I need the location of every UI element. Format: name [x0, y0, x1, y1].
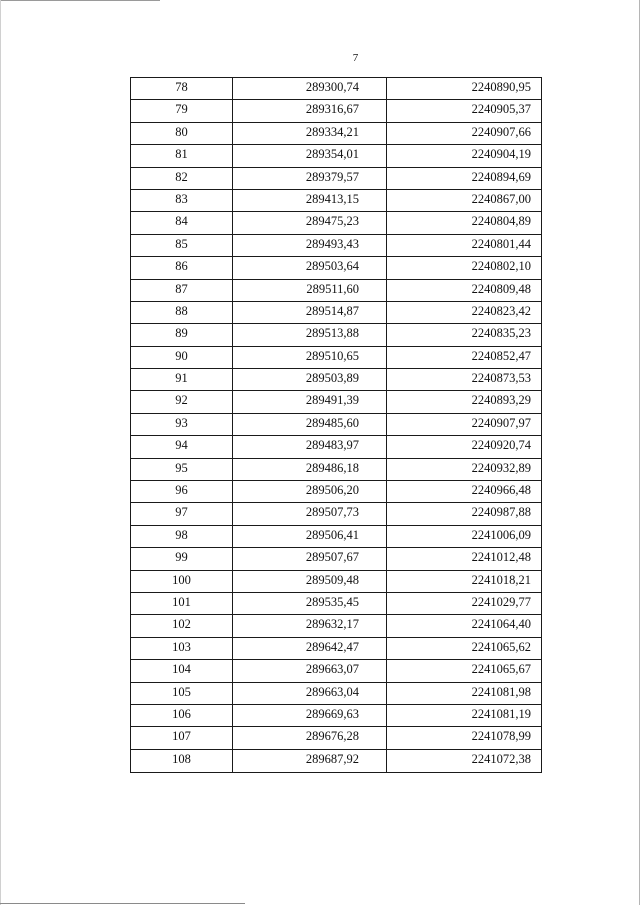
table-row: [131, 660, 542, 682]
x-coordinate-cell: 289475,23: [233, 212, 387, 234]
y-coordinate-cell: 2241029,77: [387, 592, 542, 614]
point-number-cell: 102: [131, 615, 233, 637]
x-coordinate-cell: 289669,63: [233, 704, 387, 726]
y-coordinate-cell: 2240867,00: [387, 189, 542, 211]
point-number-cell: 87: [131, 279, 233, 301]
x-coordinate-cell: 289503,64: [233, 257, 387, 279]
table-row: [131, 234, 542, 256]
x-coordinate-cell: 289493,43: [233, 234, 387, 256]
y-coordinate-cell: 2240932,89: [387, 458, 542, 480]
point-number-cell: 98: [131, 525, 233, 547]
table-row: [131, 570, 542, 592]
point-number-cell: 91: [131, 369, 233, 391]
y-coordinate-cell: 2241078,99: [387, 727, 542, 749]
x-coordinate-cell: 289663,07: [233, 660, 387, 682]
y-coordinate-cell: 2241018,21: [387, 570, 542, 592]
x-coordinate-cell: 289509,48: [233, 570, 387, 592]
x-coordinate-cell: 289485,60: [233, 413, 387, 435]
point-number-cell: 81: [131, 145, 233, 167]
y-coordinate-cell: 2241065,67: [387, 660, 542, 682]
page-number: 7: [352, 52, 359, 64]
x-coordinate-cell: 289486,18: [233, 458, 387, 480]
point-number-cell: 89: [131, 324, 233, 346]
x-coordinate-cell: 289483,97: [233, 436, 387, 458]
x-coordinate-cell: 289514,87: [233, 301, 387, 323]
y-coordinate-cell: 2240802,10: [387, 257, 542, 279]
y-coordinate-cell: 2240907,66: [387, 122, 542, 144]
point-number-cell: 79: [131, 100, 233, 122]
y-coordinate-cell: 2240852,47: [387, 346, 542, 368]
point-number-cell: 104: [131, 660, 233, 682]
point-number-cell: 85: [131, 234, 233, 256]
x-coordinate-cell: 289513,88: [233, 324, 387, 346]
table-row: [131, 436, 542, 458]
table-row: [131, 682, 542, 704]
table-row: [131, 391, 542, 413]
table-row: [131, 78, 542, 100]
point-number-cell: 95: [131, 458, 233, 480]
x-coordinate-cell: 289354,01: [233, 145, 387, 167]
y-coordinate-cell: 2241065,62: [387, 637, 542, 659]
coordinates-table-body: [131, 78, 542, 773]
x-coordinate-cell: 289642,47: [233, 637, 387, 659]
table-row: [131, 257, 542, 279]
point-number-cell: 106: [131, 704, 233, 726]
point-number-cell: 97: [131, 503, 233, 525]
x-coordinate-cell: 289510,65: [233, 346, 387, 368]
table-row: [131, 458, 542, 480]
x-coordinate-cell: 289676,28: [233, 727, 387, 749]
x-coordinate-cell: 289379,57: [233, 167, 387, 189]
y-coordinate-cell: 2240966,48: [387, 481, 542, 503]
point-number-cell: 103: [131, 637, 233, 659]
point-number-cell: 96: [131, 481, 233, 503]
table-row: [131, 167, 542, 189]
point-number-cell: 83: [131, 189, 233, 211]
table-row: [131, 301, 542, 323]
point-number-cell: 84: [131, 212, 233, 234]
table-row: [131, 481, 542, 503]
table-row: [131, 525, 542, 547]
table-row: [131, 100, 542, 122]
y-coordinate-cell: 2240907,97: [387, 413, 542, 435]
table-row: [131, 615, 542, 637]
y-coordinate-cell: 2241012,48: [387, 548, 542, 570]
y-coordinate-cell: 2241081,19: [387, 704, 542, 726]
table-row: [131, 637, 542, 659]
y-coordinate-cell: 2241081,98: [387, 682, 542, 704]
x-coordinate-cell: 289663,04: [233, 682, 387, 704]
y-coordinate-cell: 2240835,23: [387, 324, 542, 346]
x-coordinate-cell: 289334,21: [233, 122, 387, 144]
point-number-cell: 88: [131, 301, 233, 323]
point-number-cell: 78: [131, 78, 233, 100]
x-coordinate-cell: 289413,15: [233, 189, 387, 211]
y-coordinate-cell: 2240804,89: [387, 212, 542, 234]
table-row: [131, 346, 542, 368]
table-row: [131, 503, 542, 525]
table-row: [131, 279, 542, 301]
x-coordinate-cell: 289300,74: [233, 78, 387, 100]
point-number-cell: 82: [131, 167, 233, 189]
y-coordinate-cell: 2240873,53: [387, 369, 542, 391]
table-row: [131, 324, 542, 346]
point-number-cell: 100: [131, 570, 233, 592]
point-number-cell: 80: [131, 122, 233, 144]
y-coordinate-cell: 2240894,69: [387, 167, 542, 189]
table-row: [131, 122, 542, 144]
x-coordinate-cell: 289316,67: [233, 100, 387, 122]
x-coordinate-cell: 289687,92: [233, 749, 387, 772]
x-coordinate-cell: 289506,20: [233, 481, 387, 503]
table-row: [131, 189, 542, 211]
table-row: [131, 727, 542, 749]
y-coordinate-cell: 2240905,37: [387, 100, 542, 122]
x-coordinate-cell: 289511,60: [233, 279, 387, 301]
table-row: [131, 592, 542, 614]
scan-edge-left: [0, 0, 1, 905]
x-coordinate-cell: 289491,39: [233, 391, 387, 413]
coordinates-table: [130, 77, 542, 773]
table-row: [131, 749, 542, 772]
x-coordinate-cell: 289507,73: [233, 503, 387, 525]
y-coordinate-cell: 2240920,74: [387, 436, 542, 458]
y-coordinate-cell: 2241072,38: [387, 749, 542, 772]
point-number-cell: 107: [131, 727, 233, 749]
point-number-cell: 99: [131, 548, 233, 570]
table-row: [131, 413, 542, 435]
y-coordinate-cell: 2240823,42: [387, 301, 542, 323]
point-number-cell: 90: [131, 346, 233, 368]
scan-edge-bottom: [0, 903, 245, 904]
table-row: [131, 212, 542, 234]
x-coordinate-cell: 289506,41: [233, 525, 387, 547]
y-coordinate-cell: 2241064,40: [387, 615, 542, 637]
table-row: [131, 704, 542, 726]
point-number-cell: 86: [131, 257, 233, 279]
y-coordinate-cell: 2241006,09: [387, 525, 542, 547]
point-number-cell: 108: [131, 749, 233, 772]
y-coordinate-cell: 2240801,44: [387, 234, 542, 256]
y-coordinate-cell: 2240809,48: [387, 279, 542, 301]
x-coordinate-cell: 289632,17: [233, 615, 387, 637]
x-coordinate-cell: 289535,45: [233, 592, 387, 614]
point-number-cell: 101: [131, 592, 233, 614]
x-coordinate-cell: 289507,67: [233, 548, 387, 570]
table-row: [131, 145, 542, 167]
point-number-cell: 93: [131, 413, 233, 435]
y-coordinate-cell: 2240890,95: [387, 78, 542, 100]
table-row: [131, 548, 542, 570]
point-number-cell: 94: [131, 436, 233, 458]
y-coordinate-cell: 2240904,19: [387, 145, 542, 167]
x-coordinate-cell: 289503,89: [233, 369, 387, 391]
y-coordinate-cell: 2240987,88: [387, 503, 542, 525]
scan-edge-top: [0, 0, 160, 1]
table-row: [131, 369, 542, 391]
point-number-cell: 92: [131, 391, 233, 413]
y-coordinate-cell: 2240893,29: [387, 391, 542, 413]
point-number-cell: 105: [131, 682, 233, 704]
